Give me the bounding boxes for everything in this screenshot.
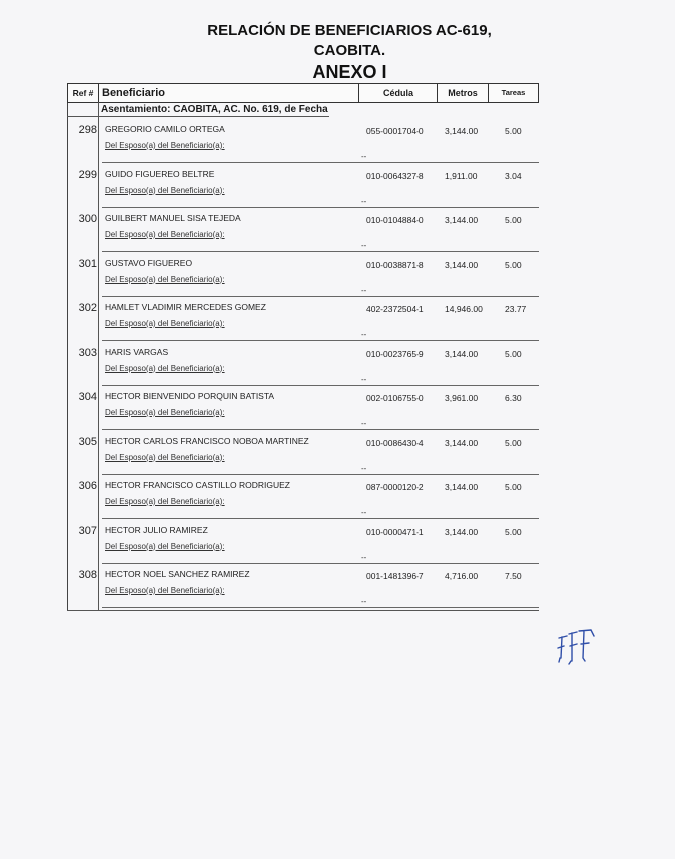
tareas-value: 3.04: [505, 170, 522, 181]
spouse-value: --: [361, 463, 367, 473]
spouse-value: --: [361, 285, 367, 295]
ref-number: 299: [78, 168, 97, 181]
beneficiary-name: HECTOR JULIO RAMIREZ: [105, 524, 208, 535]
metros-value: 3,144.00: [445, 215, 479, 225]
metros-value: 3,144.00: [445, 259, 479, 270]
row-divider: [102, 607, 539, 608]
table-row: [67, 563, 539, 607]
table-row: [67, 341, 539, 385]
tareas-value: 23.77: [505, 304, 527, 314]
beneficiary-name: GUILBERT MANUEL SISA TEJEDA: [105, 213, 241, 223]
cedula-value: 010-0104884-0: [366, 215, 424, 225]
beneficiary-name: HAMLET VLADIMIR MERCEDES GOMEZ: [105, 302, 266, 312]
metros-value: 4,716.00: [445, 571, 479, 581]
cedula-value: 402-2372504-1: [366, 304, 424, 314]
spouse-label: Del Esposo(a) del Beneficiario(a):: [105, 230, 225, 239]
table-row: [67, 385, 539, 429]
spouse-label: Del Esposo(a) del Beneficiario(a):: [105, 185, 225, 195]
tareas-value: 5.00: [505, 526, 522, 537]
table-row: [67, 118, 539, 162]
beneficiary-name: HECTOR NOEL SANCHEZ RAMIREZ: [105, 569, 250, 579]
spouse-label: Del Esposo(a) del Beneficiario(a):: [105, 452, 225, 462]
column-header-metros: Metros: [448, 88, 478, 98]
document-title: RELACIÓN DE BENEFICIARIOS AC-619,: [207, 22, 492, 39]
spouse-label: Del Esposo(a) del Beneficiario(a):: [105, 141, 225, 150]
metros-value: 3,144.00: [445, 526, 479, 537]
ref-number: 300: [78, 213, 97, 225]
metros-value: 1,911.00: [445, 170, 478, 181]
ref-number: 308: [78, 569, 97, 581]
cedula-value: 010-0086430-4: [366, 437, 424, 448]
cedula-value: 010-0023765-9: [366, 348, 424, 359]
table-row: [67, 474, 539, 518]
metros-value: 14,946.00: [445, 304, 483, 314]
ref-number: 306: [78, 480, 97, 492]
tareas-value: 5.00: [505, 348, 522, 359]
settlement-divider: [67, 116, 329, 117]
beneficiary-name: HECTOR CARLOS FRANCISCO NOBOA MARTINEZ: [105, 435, 309, 446]
spouse-label: Del Esposo(a) del Beneficiario(a):: [105, 541, 225, 551]
ref-number: 302: [78, 302, 97, 314]
table-row: [67, 207, 539, 251]
settlement-label: Asentamiento: CAOBITA, AC. No. 619, de Fecha: [101, 104, 328, 115]
ref-number: 301: [78, 257, 97, 270]
table-row: [67, 519, 539, 563]
spouse-value: --: [361, 508, 367, 517]
beneficiary-name: HECTOR BIENVENIDO PORQUIN BATISTA: [105, 391, 275, 401]
tareas-value: 5.00: [505, 482, 522, 492]
spouse-value: --: [361, 552, 367, 562]
tareas-value: 5.00: [505, 437, 522, 448]
beneficiary-name: GUIDO FIGUEREO BELTRE: [105, 168, 215, 179]
cedula-value: 010-0038871-8: [366, 259, 424, 270]
spouse-label: Del Esposo(a) del Beneficiario(a):: [105, 497, 225, 506]
tareas-value: 7.50: [505, 571, 522, 581]
cedula-value: 010-0064327-8: [366, 170, 424, 181]
metros-value: 3,144.00: [445, 348, 479, 359]
spouse-label: Del Esposo(a) del Beneficiario(a):: [105, 319, 225, 328]
column-header-cedula: Cédula: [358, 84, 438, 102]
column-header-beneficiary: Beneficiario: [102, 87, 165, 99]
table-header: [67, 83, 539, 103]
spouse-value: --: [361, 419, 367, 428]
spouse-value: --: [361, 597, 367, 606]
spouse-label: Del Esposo(a) del Beneficiario(a):: [105, 586, 225, 595]
spouse-value: --: [361, 330, 367, 339]
table-row: [67, 430, 539, 474]
metros-value: 3,144.00: [445, 482, 479, 492]
table-row: [67, 252, 539, 296]
beneficiary-name: GREGORIO CAMILO ORTEGA: [105, 124, 225, 134]
spouse-label: Del Esposo(a) del Beneficiario(a):: [105, 274, 225, 284]
metros-value: 3,144.00: [445, 437, 479, 448]
spouse-value: --: [361, 152, 367, 161]
column-header-ref: Ref #: [68, 84, 99, 102]
ref-number: 307: [78, 524, 97, 537]
cedula-value: 002-0106755-0: [366, 393, 424, 403]
cedula-value: 087-0000120-2: [366, 482, 424, 492]
cedula-value: 010-0000471-1: [366, 526, 424, 537]
table-row: [67, 296, 539, 340]
ref-number: 305: [78, 435, 97, 448]
tareas-value: 5.00: [505, 126, 522, 136]
document-subtitle: CAOBITA.: [313, 42, 386, 59]
tareas-value: 5.00: [505, 215, 522, 225]
table-bottom-border: [67, 610, 539, 611]
handwritten-signature: [553, 628, 599, 666]
annex-heading: ANEXO I: [312, 62, 387, 82]
spouse-value: --: [361, 374, 367, 384]
cedula-value: 055-0001704-0: [366, 126, 424, 136]
column-header-tareas: Tareas: [488, 84, 538, 102]
cedula-value: 001-1481396-7: [366, 571, 424, 581]
ref-number: 303: [78, 346, 97, 359]
beneficiary-name: HARIS VARGAS: [105, 346, 169, 357]
table-row: [67, 163, 539, 207]
spouse-label: Del Esposo(a) del Beneficiario(a):: [105, 408, 225, 417]
beneficiary-name: HECTOR FRANCISCO CASTILLO RODRIGUEZ: [105, 480, 290, 490]
beneficiary-name: GUSTAVO FIGUEREO: [105, 257, 193, 268]
spouse-value: --: [361, 241, 367, 250]
ref-number: 304: [78, 391, 97, 403]
tareas-value: 5.00: [505, 259, 522, 270]
tareas-value: 6.30: [505, 393, 522, 403]
metros-value: 3,144.00: [445, 126, 479, 136]
ref-number: 298: [78, 124, 97, 136]
spouse-label: Del Esposo(a) del Beneficiario(a):: [105, 363, 225, 373]
metros-value: 3,961.00: [445, 393, 479, 403]
spouse-value: --: [361, 196, 367, 206]
